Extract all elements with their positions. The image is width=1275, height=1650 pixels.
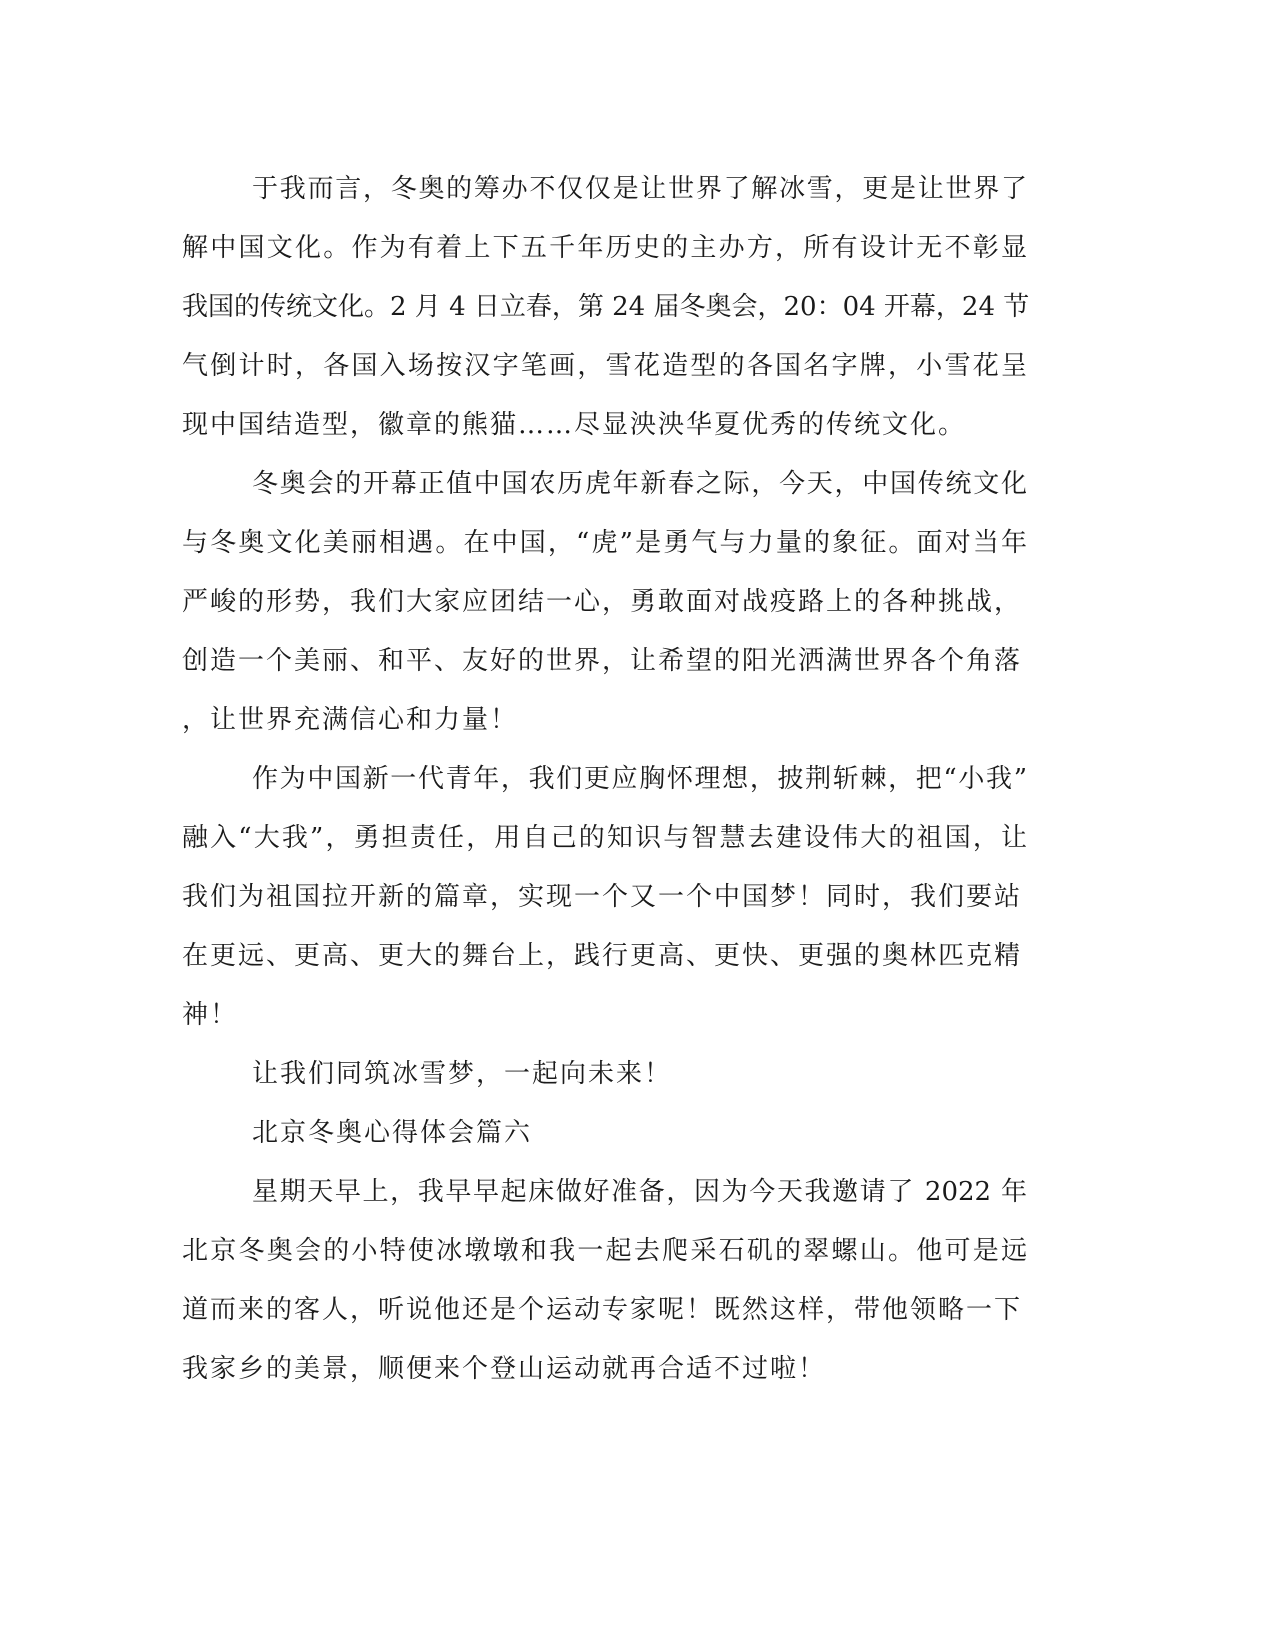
text-line: ，让世界充满信心和力量！ <box>182 705 519 735</box>
text-line: 与冬奥文化美丽相遇。在中国，“虎”是勇气与力量的象征。面对当年 <box>182 528 1027 558</box>
paragraph-tiger-year <box>182 455 1027 750</box>
text-line: 星期天早上，我早早起床做好准备，因为今天我邀请了 2022 年 <box>252 1177 1027 1207</box>
text-line: 融入“大我”，勇担责任，用自己的知识与智慧去建设伟大的祖国，让 <box>182 823 1027 853</box>
heading-text: 北京冬奥心得体会篇六 <box>252 1118 533 1148</box>
text-line: 我国的传统文化。2 月 4 日立春，第 24 届冬奥会，20：04 开幕，24 节 <box>182 292 1030 322</box>
text-line: 严峻的形势，我们大家应团结一心，勇敢面对战疫路上的各种挑战， <box>182 587 1023 617</box>
text-line: 气倒计时，各国入场按汉字笔画，雪花造型的各国名字牌，小雪花呈 <box>182 351 1027 381</box>
text-line: 北京冬奥会的小特使冰墩墩和我一起去爬采石矶的翠螺山。他可是远 <box>182 1236 1027 1266</box>
text-line: 道而来的客人，听说他还是个运动专家呢！既然这样，带他领略一下 <box>182 1295 1023 1325</box>
text-line: 解中国文化。作为有着上下五千年历史的主办方，所有设计无不彰显 <box>182 233 1027 263</box>
text-line: 神！ <box>182 1000 239 1030</box>
text-line: 作为中国新一代青年，我们更应胸怀理想，披荆斩棘，把“小我” <box>252 764 1027 794</box>
text-line: 创造一个美丽、和平、友好的世界，让希望的阳光洒满世界各个角落 <box>182 646 1023 676</box>
text-line: 我们为祖国拉开新的篇章，实现一个又一个中国梦！同时，我们要站 <box>182 882 1023 912</box>
text-line: 于我而言，冬奥的筹办不仅仅是让世界了解冰雪，更是让世界了 <box>252 174 1027 204</box>
text-line: 让我们同筑冰雪梦，一起向未来！ <box>252 1059 673 1089</box>
section-heading <box>182 1104 1027 1163</box>
paragraph-sunday <box>182 1163 1027 1399</box>
paragraph-youth <box>182 750 1027 1045</box>
text-line: 我家乡的美景，顺便来个登山运动就再合适不过啦！ <box>182 1354 827 1384</box>
text-line: 现中国结造型，徽章的熊猫……尽显泱泱华夏优秀的传统文化。 <box>182 410 967 440</box>
text-line: 冬奥会的开幕正值中国农历虎年新春之际，今天，中国传统文化 <box>252 469 1027 499</box>
text-line: 在更远、更高、更大的舞台上，践行更高、更快、更强的奥林匹克精 <box>182 941 1023 971</box>
document-body <box>182 160 1030 1399</box>
paragraph-culture <box>182 160 1030 455</box>
paragraph-dream <box>182 1045 1027 1104</box>
